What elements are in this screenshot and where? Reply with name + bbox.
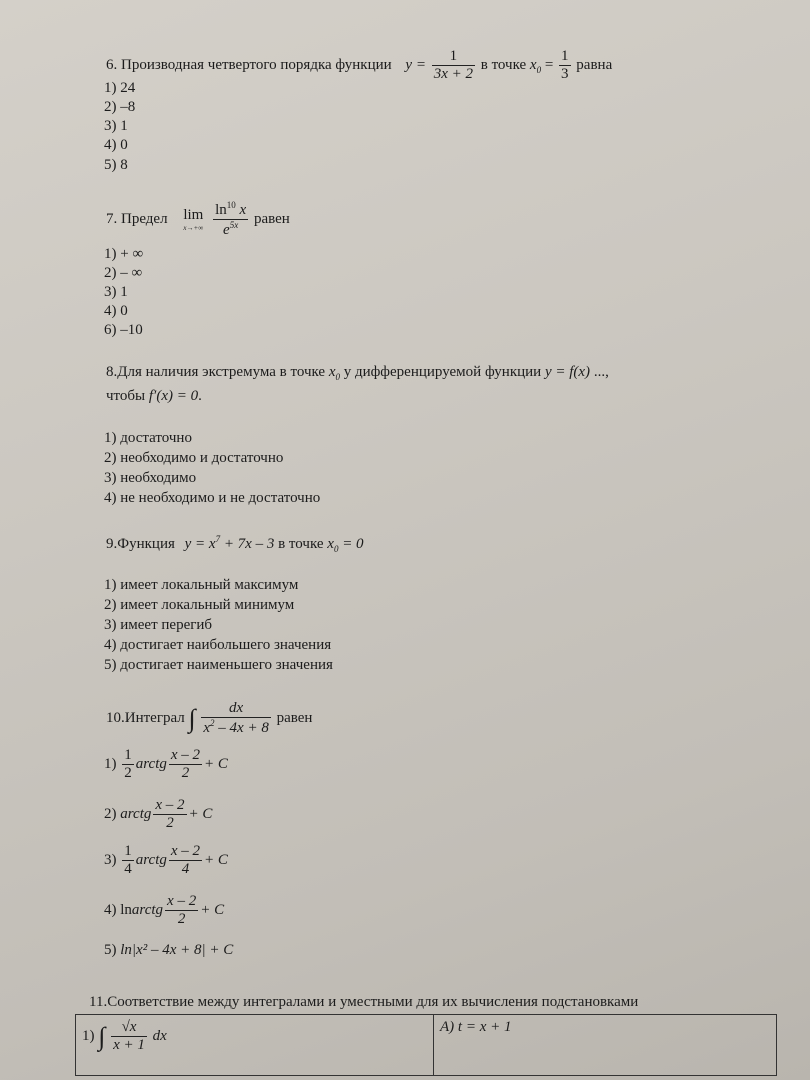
integral-sign: ∫ xyxy=(98,1021,106,1051)
q9-option: 4) достигает наибольшего значения xyxy=(104,637,332,653)
q9-option: 1) имеет локальный максимум xyxy=(104,577,299,593)
q10-option-4: 4) lnarctg $\frac{x - 2}{2}$ + C xyxy=(104,893,225,928)
q10-option-3: 3) $\frac{1}{4}$ arctg $\frac{x - 2}{4}$ + C xyxy=(104,843,228,878)
q6-x0: $x_0$ xyxy=(529,57,542,76)
q6-point-num: 1 xyxy=(559,48,571,66)
q7-lim-word: lim xyxy=(183,207,204,224)
q8-option: 4) не необходимо и не достаточно xyxy=(104,490,321,506)
question-8-line-2: чтобы f′(x) = 0. xyxy=(106,388,202,404)
q6-prefix: 6. Производная четвертого порядка функции xyxy=(106,57,392,74)
q8-condition: f′(x) = 0 xyxy=(148,388,199,404)
q9-option: 2) имеет локальный минимум xyxy=(104,597,295,613)
q7-fraction-den: $e^{5x}$ xyxy=(223,220,239,239)
q6-fraction-num: 1 xyxy=(432,48,475,66)
q8-text-b: у дифференцируемой функции xyxy=(343,364,542,380)
q9-prefix: 9.Функция xyxy=(106,536,175,552)
question-8-line-1 xyxy=(106,364,609,382)
q6-fraction-den: 3x + 2 xyxy=(433,66,473,83)
q6-eq: = xyxy=(544,57,554,74)
q6-point-den: 3 xyxy=(561,66,569,83)
q7-option: 1) + ∞ xyxy=(104,246,144,262)
question-10 xyxy=(106,700,312,738)
q10-option-1: 1) $\frac{1}{2}$ arctg $\frac{x - 2}{2}$ + C xyxy=(104,747,228,782)
q7-option: 6) –10 xyxy=(104,322,143,338)
q8-text-d: чтобы xyxy=(106,388,146,404)
q7-prefix: 7. Предел xyxy=(106,211,168,228)
q6-y: y = xyxy=(405,57,426,74)
q10-fraction-den: $x^2 - 4x + 8$ xyxy=(203,718,269,737)
question-7 xyxy=(106,200,290,240)
q11-right-cell xyxy=(434,1015,777,1076)
q8-text-c: ..., xyxy=(593,364,609,380)
q10-suffix: равен xyxy=(276,710,313,727)
q7-fraction xyxy=(213,200,248,240)
q8-x0: $x_0$ xyxy=(328,364,341,382)
q10-fraction-num: dx xyxy=(201,700,270,718)
q10-prefix: 10.Интеграл xyxy=(106,710,185,727)
q8-function: y = f(x) xyxy=(544,364,591,380)
q7-lim xyxy=(181,207,205,232)
q10-fraction xyxy=(201,700,270,738)
q11-left-cell: 1) ∫ $\frac{√x}{x + 1}$ dx xyxy=(76,1015,434,1076)
q10-option-5: 5) ln|x² – 4x + 8| + C xyxy=(104,942,234,958)
q8-option: 1) достаточно xyxy=(104,430,192,446)
q9-option: 5) достигает наименьшего значения xyxy=(104,657,333,673)
q9-option: 3) имеет перегиб xyxy=(104,617,213,633)
q6-mid: в точке xyxy=(480,57,527,74)
q6-option: 1) 24 xyxy=(104,80,136,96)
q7-lim-sub: x→+∞ xyxy=(183,224,204,233)
q6-option: 4) 0 xyxy=(104,137,128,153)
q9-x0: $x_0 = 0$ xyxy=(327,536,364,554)
q7-option: 2) – ∞ xyxy=(104,265,143,281)
q9-mid: в точке xyxy=(278,536,324,552)
q6-fraction xyxy=(432,48,475,84)
q11-option-a: A) t = x + 1 xyxy=(440,1019,512,1035)
q9-function: $y = x^7 + 7x - 3$ xyxy=(184,534,275,552)
question-9 xyxy=(106,534,364,554)
q7-suffix: равен xyxy=(253,211,290,228)
q6-option: 3) 1 xyxy=(104,118,128,134)
integral-sign: ∫ xyxy=(188,703,196,733)
q10-option-2: 2) arctg $\frac{x - 2}{2}$ + C xyxy=(104,797,213,832)
q8-text-a: 8.Для наличия экстремума в точке xyxy=(106,364,326,380)
q8-option: 2) необходимо и достаточно xyxy=(104,450,284,466)
q6-option: 5) 8 xyxy=(104,157,128,173)
q7-fraction-num: $\ln^{10} x$ xyxy=(213,200,248,220)
question-6 xyxy=(106,48,612,84)
q6-point xyxy=(559,48,571,84)
q7-option: 4) 0 xyxy=(104,303,128,319)
q6-option: 2) –8 xyxy=(104,99,136,115)
question-11-title: 11.Соответствие между интегралами и уместными для их вычисления подстановками xyxy=(89,994,639,1010)
q7-option: 3) 1 xyxy=(104,284,128,300)
q6-suffix: равна xyxy=(576,57,613,74)
q11-matching-table xyxy=(75,1014,777,1076)
q8-option: 3) необходимо xyxy=(104,470,197,486)
